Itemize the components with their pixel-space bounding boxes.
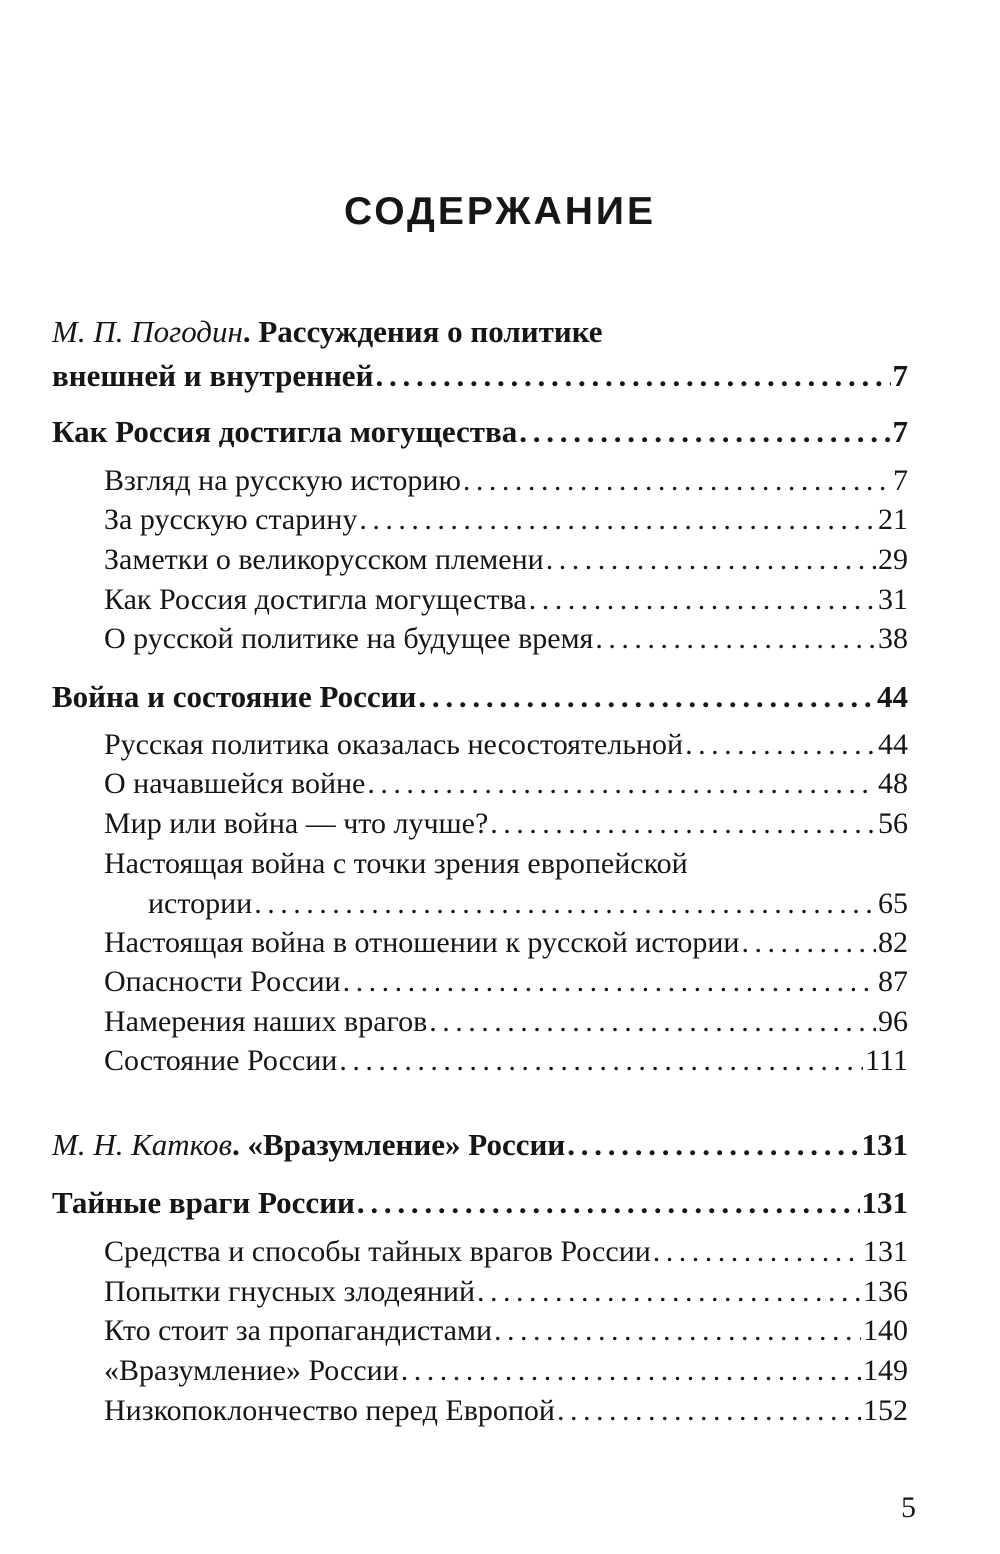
- toc-item: [104, 804, 908, 844]
- toc-part-pogodin-cont: [52, 356, 908, 396]
- item-title: Низкопоклончество перед Европой: [104, 1394, 555, 1427]
- toc-item: [104, 540, 908, 580]
- page-number: 149: [863, 1354, 908, 1387]
- toc-item: [104, 1391, 908, 1431]
- toc-item: [104, 1232, 908, 1272]
- toc-item: [104, 962, 908, 1002]
- page-number: 56: [878, 807, 908, 840]
- item-title: «Вразумление» России: [104, 1354, 399, 1387]
- leader-dots: [494, 1311, 861, 1351]
- leader-dots: [490, 804, 876, 844]
- toc-section: [52, 1183, 908, 1223]
- leader-dots: [357, 1183, 860, 1223]
- leader-dots: [375, 356, 890, 396]
- item-title: О русской политике на будущее время: [104, 622, 594, 655]
- page-number: 29: [878, 543, 908, 576]
- page-number: 44: [878, 728, 908, 761]
- author-name: М. П. Погодин: [52, 314, 243, 349]
- part-title: . Рассуждения о политике: [242, 314, 603, 349]
- leader-dots: [653, 1232, 861, 1272]
- item-title: Настоящая война в отношении к русской истории: [104, 926, 740, 959]
- leader-dots: [477, 1272, 861, 1312]
- leader-dots: [418, 677, 875, 717]
- toc-item: [104, 923, 908, 963]
- folio-page-number: 5: [901, 1491, 916, 1524]
- item-title: Намерения наших врагов: [104, 1005, 428, 1038]
- toc-item-cont: [148, 884, 908, 924]
- leader-dots: [546, 540, 876, 580]
- page-number: 7: [893, 464, 908, 497]
- item-title: Состояние России: [104, 1044, 338, 1077]
- toc-item: [104, 580, 908, 620]
- leader-dots: [529, 580, 876, 620]
- toc-item: [104, 764, 908, 804]
- leader-dots: [401, 1351, 861, 1391]
- item-title: Попытки гнусных злодеяний: [104, 1275, 476, 1308]
- part-title-cont: внешней и внутренней: [52, 358, 374, 393]
- page-number: 152: [863, 1394, 908, 1427]
- item-title: Мир или война — что лучше?: [104, 807, 489, 840]
- item-title: Взгляд на русскую историю: [104, 464, 461, 497]
- item-title: Русская политика оказалась несостоятельной: [104, 728, 684, 761]
- toc-part-pogodin: [52, 312, 908, 352]
- page-number: 7: [892, 358, 908, 393]
- page-number: 31: [878, 583, 908, 616]
- page-number: 21: [878, 503, 908, 536]
- leader-dots: [339, 1041, 863, 1081]
- item-title: Средства и способы тайных врагов России: [104, 1235, 651, 1268]
- leader-dots: [359, 500, 876, 540]
- leader-dots: [463, 461, 891, 501]
- toc-item: [104, 1041, 908, 1081]
- page-number: 48: [878, 767, 908, 800]
- page-number: 44: [877, 679, 908, 714]
- page-number: 111: [865, 1044, 908, 1077]
- part-title: . «Вразумление» России: [231, 1127, 566, 1162]
- page-number: 38: [878, 622, 908, 655]
- toc-item: [104, 1002, 908, 1042]
- toc-item: [104, 619, 908, 659]
- toc-item: [104, 1351, 908, 1391]
- page-number: 131: [861, 1127, 908, 1162]
- page-number: 131: [861, 1185, 908, 1220]
- item-title: О начавшейся войне: [104, 767, 366, 800]
- toc-item: [104, 1311, 908, 1351]
- section-title: Война и состояние России: [52, 679, 417, 714]
- leader-dots: [254, 884, 876, 924]
- toc-item: [104, 461, 908, 501]
- toc-part-katkov: [52, 1125, 908, 1165]
- author-name: М. Н. Катков: [52, 1127, 232, 1162]
- leader-dots: [595, 619, 876, 659]
- page-number: 82: [878, 926, 908, 959]
- toc-section: [52, 412, 908, 452]
- page-number: 136: [863, 1275, 908, 1308]
- leader-dots: [741, 923, 876, 963]
- page-number: 140: [863, 1314, 908, 1347]
- page-title: СОДЕРЖАНИЕ: [344, 190, 656, 233]
- toc-item: [104, 1272, 908, 1312]
- leader-dots: [557, 1391, 861, 1431]
- item-title: Как Россия достигла могущества: [104, 583, 527, 616]
- section-title: Тайные враги России: [52, 1185, 355, 1220]
- leader-dots: [429, 1002, 876, 1042]
- toc-item: [104, 844, 908, 884]
- item-title-cont: истории: [148, 887, 253, 920]
- toc-item: [104, 500, 908, 540]
- item-title: Заметки о великорусском племени: [104, 543, 544, 576]
- toc-section: [52, 677, 908, 717]
- leader-dots: [685, 725, 876, 765]
- page-number: 87: [878, 965, 908, 998]
- page-number: 7: [892, 414, 908, 449]
- leader-dots: [567, 1125, 859, 1165]
- item-title: За русскую старину: [104, 503, 358, 536]
- page-number: 131: [863, 1235, 908, 1268]
- leader-dots: [343, 962, 876, 1002]
- item-title: Настоящая война с точки зрения европейской: [104, 847, 688, 880]
- item-title: Опасности России: [104, 965, 341, 998]
- page-number: 96: [878, 1005, 908, 1038]
- leader-dots: [367, 764, 876, 804]
- section-title: Как Россия достигла могущества: [52, 414, 518, 449]
- toc-item: [104, 725, 908, 765]
- item-title: Кто стоит за пропагандистами: [104, 1314, 493, 1347]
- page-number: 65: [878, 887, 908, 920]
- leader-dots: [519, 412, 890, 452]
